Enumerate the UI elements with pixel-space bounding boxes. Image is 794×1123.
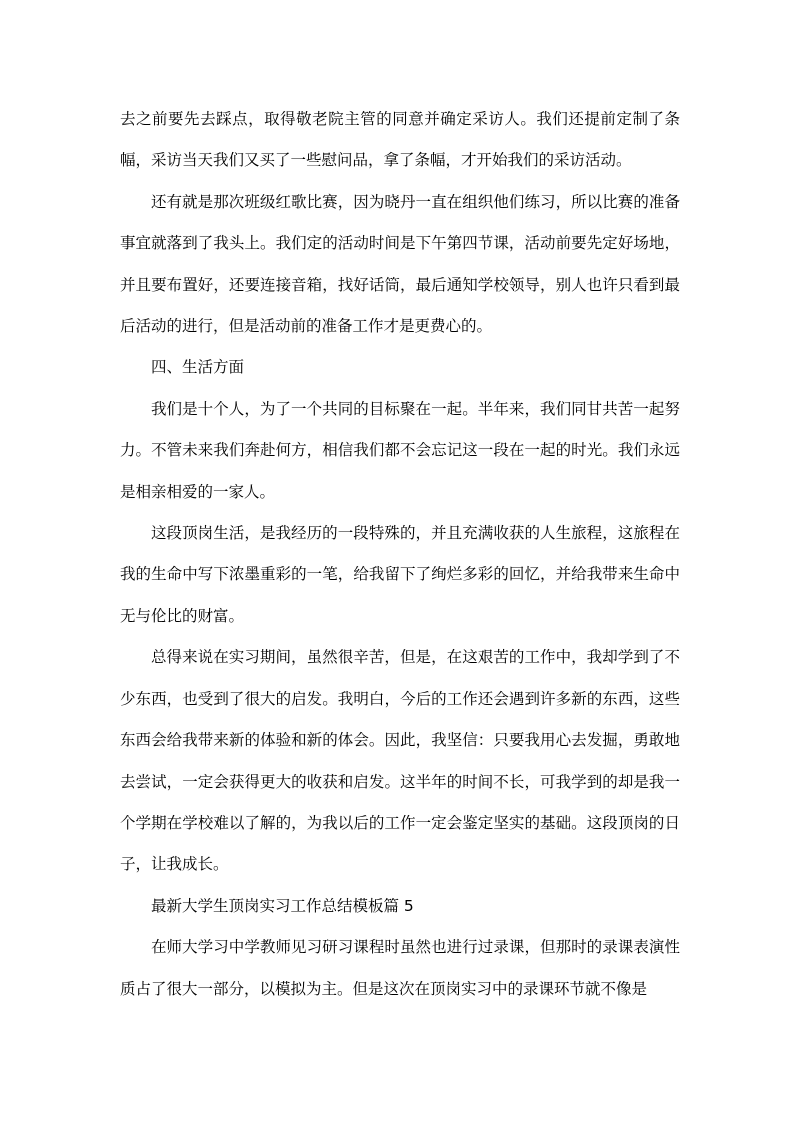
paragraph-team: 我们是十个人，为了一个共同的目标聚在一起。半年来，我们同甘共苦一起努力。不管未来我们奔赴何方，相信我们都不会忘记这一段在一起的时光。我们永远是相亲相爱的一家人。: [120, 399, 680, 501]
paragraph-summary: 总得来说在实习期间，虽然很辛苦，但是，在这艰苦的工作中，我却学到了不少东西，也受到了很大的启发。我明白，今后的工作还会遇到许多新的东西，这些东西会给我带来新的体验和新的体会。因此，我坚信：只要我用心去发掘，勇敢地去尝试，一定会获得更大的收获和启发。这半年的时间不长，可我学到的却是我一个学期在学校难以了解的，为我以后的工作一定会鉴定坚实的基础。这段顶岗的日子，让我成长。: [120, 648, 680, 874]
section-heading-life: 四、生活方面: [151, 358, 245, 377]
paragraph-continuation: 去之前要先去踩点，取得敬老院主管的同意并确定采访人。我们还提前定制了条幅，采访当天我们又买了一些慰问品，拿了条幅，才开始我们的采访活动。: [120, 110, 680, 170]
document-body: [120, 99, 680, 1010]
paragraph-journey: 这段顶岗生活，是我经历的一段特殊的，并且充满收获的人生旅程，这旅程在我的生命中写下浓墨重彩的一笔，给我留下了绚烂多彩的回忆，并给我带来生命中无与伦比的财富。: [120, 524, 680, 625]
paragraph-red-song-contest: 还有就是那次班级红歌比赛，因为晓丹一直在组织他们练习，所以比赛的准备事宜就落到了我头上。我们定的活动时间是下午第四节课，活动前要先定好场地，并且要布置好，还要连接音箱，找好话筒，最后通知学校领导，别人也许只看到最后活动的进行，但是活动前的准备工作才是更费心的。: [120, 192, 680, 336]
section-heading-template-5: 最新大学生顶岗实习工作总结模板篇 5: [151, 896, 414, 915]
paragraph-recording-course: 在师大学习中学教师见习研习课程时虽然也进行过录课，但那时的录课表演性质占了很大一部分，以模拟为主。但是这次在顶岗实习中的录课环节就不像是: [120, 938, 680, 998]
